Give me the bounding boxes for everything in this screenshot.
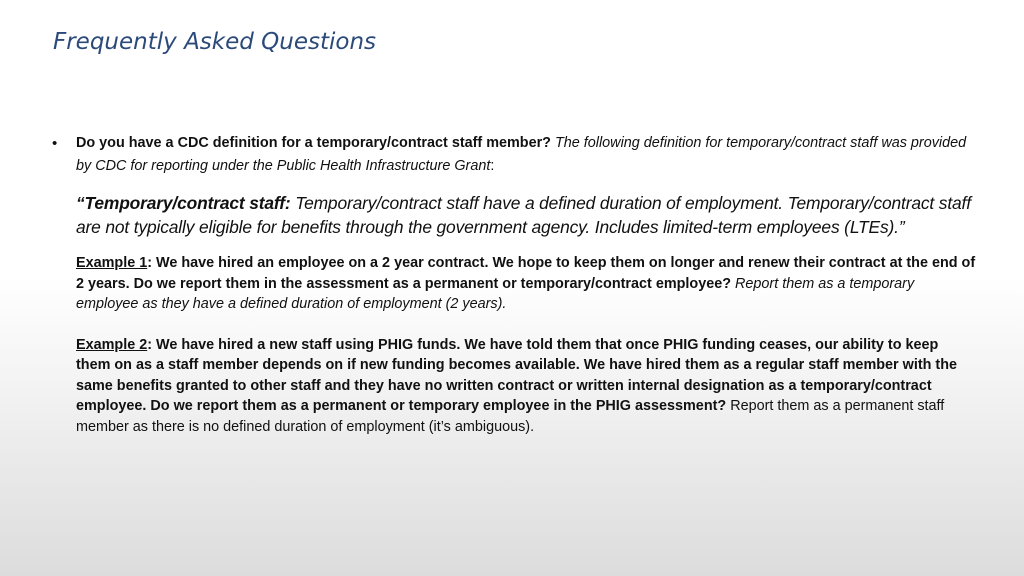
faq-intro: The following definition for temporary/contract staff was provided by CDC for reporting under the Public Health Infrastructure Grant [76, 135, 967, 174]
definition-text: Temporary/contract staff have a defined duration of employment. Temporary/contract staff are not typically eligible for benefits through the government agency. Includes limited-term employees (LTEs).” [76, 193, 971, 237]
example-1 [76, 253, 976, 315]
example-2-colon: : [147, 336, 152, 353]
example-2-question: We have hired a new staff using PHIG funds. We have told them that once PHIG funding ceases, our ability to keep them on as a staff member depends on if new funding becomes available. We have hired them as a regular staff member with the same benefits granted to other staff and they have no written contract or written internal designation as a temporary/contract employee. Do we report them as a permanent or temporary employee in the PHIG assessment? [76, 336, 957, 414]
faq-intro-colon: : [490, 158, 495, 174]
slide-title: Frequently Asked Questions [53, 29, 377, 55]
faq-content [52, 132, 976, 437]
definition-lead: “Temporary/contract staff: [76, 193, 291, 213]
example-2-label: Example 2 [76, 336, 148, 353]
example-2 [76, 335, 976, 438]
definition-quote [76, 192, 976, 239]
faq-question: Do you have a CDC definition for a temporary/contract staff member? [76, 135, 551, 151]
bullet-marker: • [52, 135, 58, 152]
example-2-answer: Report them as a permanent staff member as there is no defined duration of employment (it’s ambiguous). [76, 398, 945, 435]
example-1-label: Example 1 [76, 255, 148, 271]
example-1-answer: Report them as a temporary employee as they have a defined duration of employment (2 years). [76, 275, 915, 312]
example-1-colon: : [147, 255, 152, 271]
faq-question-paragraph [76, 132, 976, 178]
example-1-question: We have hired an employee on a 2 year contract. We hope to keep them on longer and renew their contract at the end of 2 years. Do we report them in the assessment as a permanent or temporary/contract employee? [76, 255, 976, 292]
